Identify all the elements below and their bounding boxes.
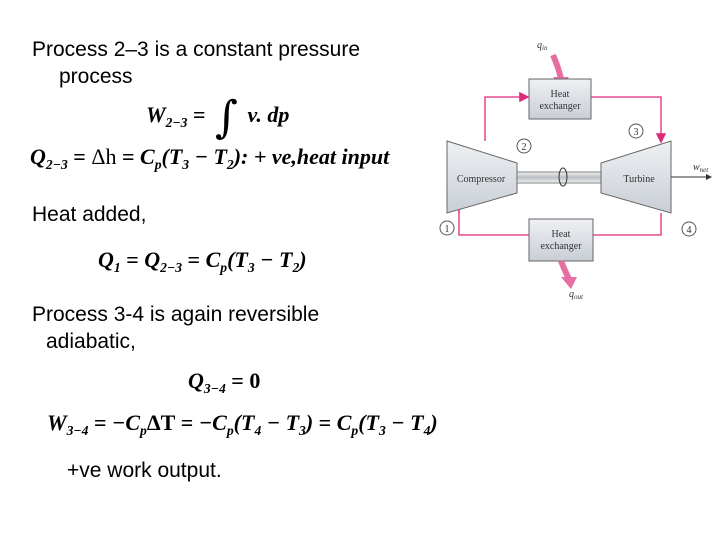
equation-q23: $Q_{2-3} = \Delta h = C_p(T_3 - T_2)$: + ve,heat input (30, 144, 390, 172)
heat-added-label: Heat added, (32, 203, 147, 226)
process-23-heading-cont: process (59, 65, 133, 88)
equation-w23: $W_{2-3}$ = ∫ v. dp (146, 92, 290, 143)
heat-exchanger-top-label-1: Heat (550, 89, 570, 100)
work-output-label: +ve work output. (67, 459, 222, 482)
process-23-heading: Process 2–3 is a constant pressure (32, 38, 361, 61)
state-1: 1 (444, 224, 450, 235)
turbine-label: Turbine (623, 174, 655, 185)
heat-exchanger-bottom-label-2: exchanger (540, 241, 582, 252)
equation-q1: $Q_1 = Q_{2-3} = C_p(T_3 - T_2)$ (98, 247, 307, 275)
state-2: 2 (521, 142, 527, 153)
heat-out-arrow (561, 261, 577, 289)
heat-exchanger-bottom-label-1: Heat (551, 229, 571, 240)
process-34-heading-cont: adiabatic, (46, 330, 136, 353)
heat-exchanger-bottom (529, 219, 593, 261)
w-net-label: $w_{net}$ (693, 162, 709, 174)
q-in-label: $q_{in}$ (537, 40, 548, 52)
heat-exchanger-top-label-2: exchanger (539, 101, 581, 112)
compressor-label: Compressor (456, 174, 506, 185)
process-34-heading: Process 3-4 is again reversible (32, 303, 320, 326)
equation-q34: $Q_{3-4} = 0$ (188, 368, 261, 396)
equation-w34: $W_{3-4} = -C_p\Delta T = -C_p(T_4 - T_3) = C_p(T_3 - T_4)$ (47, 410, 438, 438)
q-out-label: $q_{out}$ (569, 289, 583, 301)
brayton-cycle-diagram (435, 35, 715, 305)
state-4: 4 (686, 225, 692, 236)
state-3: 3 (633, 127, 639, 138)
